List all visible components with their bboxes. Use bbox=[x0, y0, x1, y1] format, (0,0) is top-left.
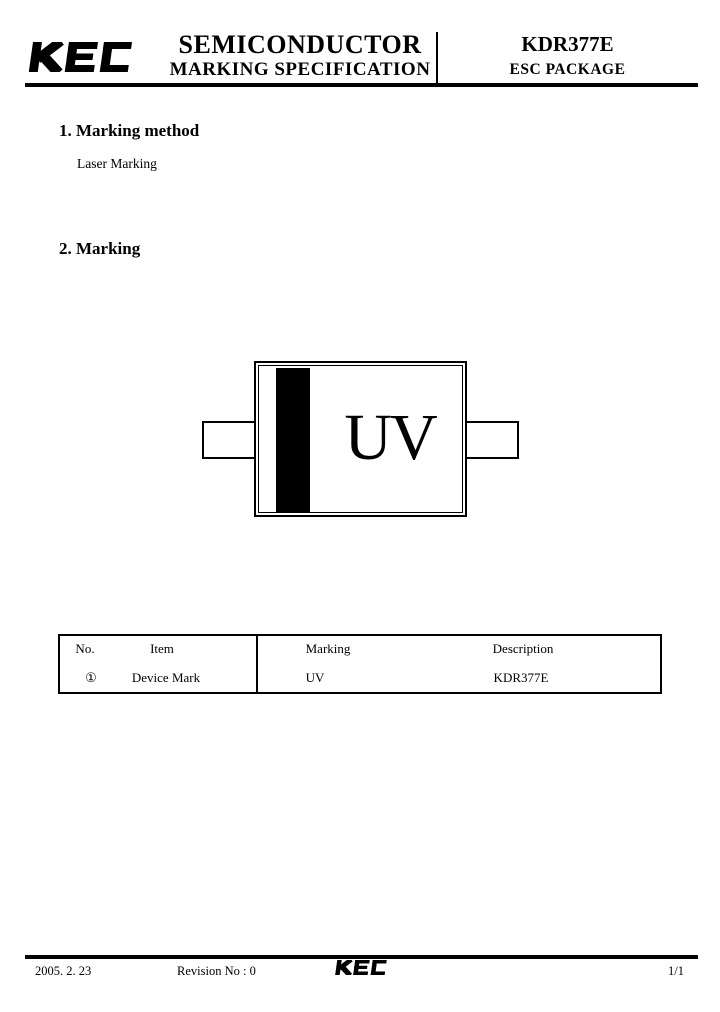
footer-date: 2005. 2. 23 bbox=[35, 964, 92, 978]
marking-table bbox=[58, 634, 662, 694]
footer-kec-logo bbox=[335, 960, 387, 975]
marking-method-value: Laser Marking bbox=[77, 156, 157, 171]
package-lead-right bbox=[465, 421, 519, 459]
header-title-line2: MARKING SPECIFICATION bbox=[169, 59, 431, 80]
cell-item: Device Mark bbox=[131, 670, 201, 685]
section-2-title: 2. Marking bbox=[59, 239, 141, 258]
cell-marking: UV bbox=[305, 670, 325, 685]
col-header-no: No. bbox=[75, 641, 95, 656]
package-lead-left bbox=[202, 421, 256, 459]
section-1-title: 1. Marking method bbox=[59, 121, 200, 140]
col-header-marking: Marking bbox=[305, 641, 351, 656]
table-column-divider bbox=[256, 636, 258, 692]
header-part-block bbox=[440, 33, 695, 79]
header-rule bbox=[25, 83, 698, 87]
header-title-block bbox=[168, 31, 432, 81]
part-number: KDR377E bbox=[521, 32, 614, 56]
cell-description: KDR377E bbox=[493, 670, 549, 685]
package-name: ESC PACKAGE bbox=[509, 61, 626, 78]
col-header-description: Description bbox=[492, 641, 554, 656]
device-mark-text: UV bbox=[344, 401, 436, 474]
footer-page-number: 1/1 bbox=[668, 964, 684, 978]
package-body bbox=[254, 361, 467, 517]
footer-revision: Revision No : 0 bbox=[177, 964, 256, 978]
header-title-line1: SEMICONDUCTOR bbox=[178, 30, 422, 59]
footer-rule bbox=[25, 955, 698, 959]
col-header-item: Item bbox=[150, 641, 174, 656]
header-divider bbox=[436, 32, 438, 83]
kec-logo bbox=[28, 42, 133, 72]
cathode-band bbox=[276, 368, 310, 512]
cell-no: ① bbox=[85, 670, 97, 685]
